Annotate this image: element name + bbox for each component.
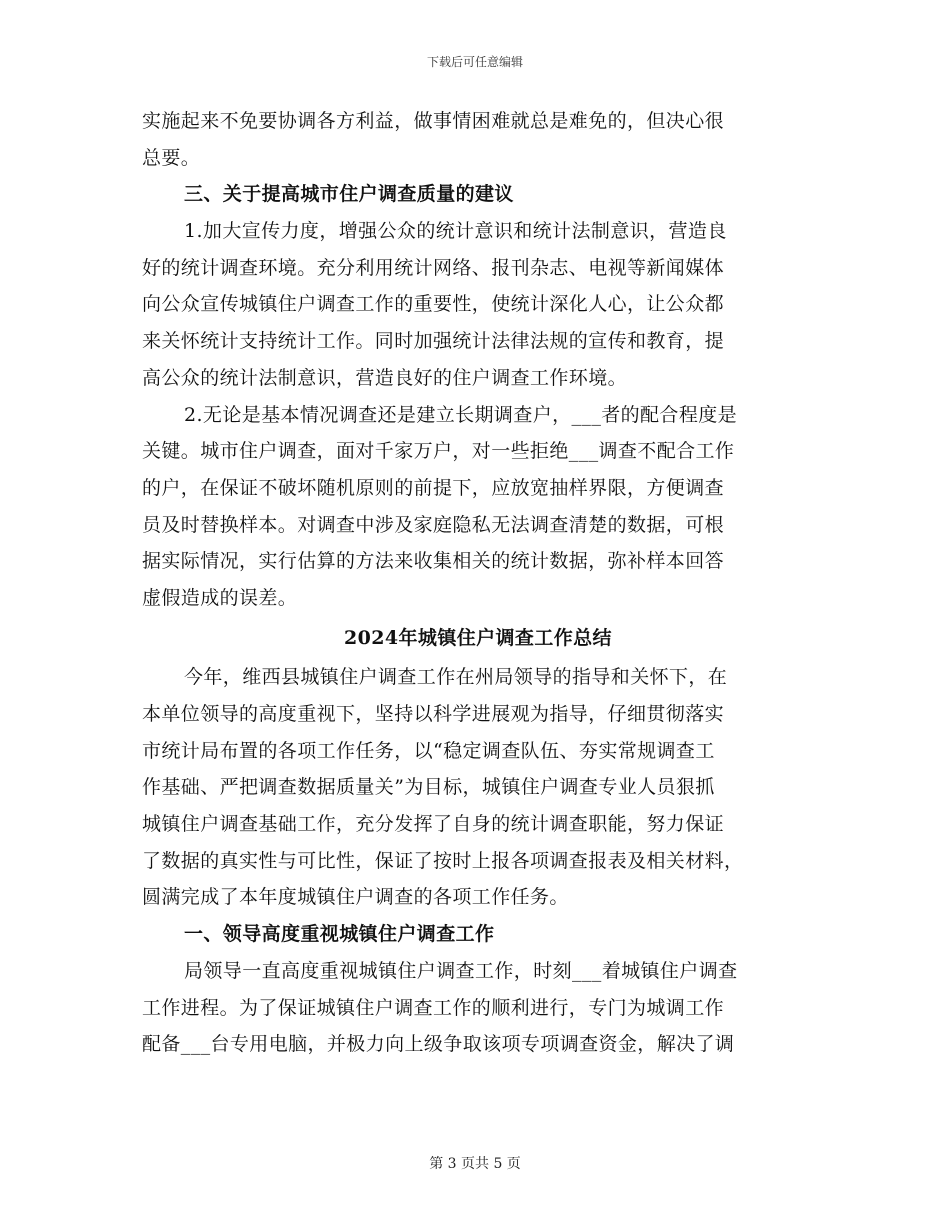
document-body (142, 103, 814, 1063)
paragraph-line: 来关怀统计支持统计工作。同时加强统计法律法规的宣传和教育，提 (142, 330, 725, 353)
paragraph-line: 高公众的统计法制意识，营造良好的住户调查工作环境。 (142, 366, 628, 389)
paragraph-line: 据实际情况，实行估算的方法来收集相关的统计数据，弥补样本回答 (142, 550, 725, 573)
paragraph-line: 2.无论是基本情况调查还是建立长期调查户，___者的配合程度是 (184, 403, 738, 426)
paragraph-line: 今年，维西县城镇住户调查工作在州局领导的指导和关怀下，在 (184, 666, 728, 689)
document-title: 2024年城镇住户调查工作总结 (344, 626, 612, 649)
paragraph-line: 实施起来不免要协调各方利益，做事情困难就总是难免的，但决心很 (142, 110, 725, 132)
section-heading-1: 一、领导高度重视城镇住户调查工作 (184, 923, 495, 946)
paragraph-line: 本单位领导的高度重视下，坚持以科学进展观为指导，仔细贯彻落实 (142, 703, 725, 725)
section-heading-3: 三、关于提高城市住户调查质量的建议 (184, 183, 514, 206)
paragraph-line: 工作进程。为了保证城镇住户调查工作的顺利进行，专门为城调工作 (142, 996, 725, 1019)
paragraph-line: 总要。 (142, 146, 201, 169)
paragraph-line: 局领导一直高度重视城镇住户调查工作，时刻___着城镇住户调查 (184, 959, 738, 982)
paragraph-line: 员及时替换样本。对调查中涉及家庭隐私无法调查清楚的数据，可根 (142, 513, 725, 536)
paragraph-line: 关键。城市住户调查，面对千家万户，对一些拒绝___调查不配合工作 (142, 440, 735, 463)
paragraph-line: 了数据的真实性与可比性，保证了按时上报各项调查报表及相关材料， (142, 849, 744, 872)
paragraph-line: 向公众宣传城镇住户调查工作的重要性，使统计深化人心，让公众都 (142, 293, 725, 316)
paragraph-line: 圆满完成了本年度城镇住户调查的各项工作任务。 (142, 886, 569, 909)
paragraph-line: 市统计局布置的各项工作任务，以“稳定调查队伍、夯实常规调查工 (142, 739, 715, 762)
page-footer: 第 3 页共 5 页 (429, 1156, 521, 1172)
paragraph-line: 配备___台专用电脑，并极力向上级争取该项专项调查资金，解决了调 (142, 1033, 735, 1056)
paragraph-line: 的户，在保证不破坏随机原则的前提下，应放宽抽样界限，方便调查 (142, 476, 725, 499)
paragraph-line: 1.加大宣传力度，增强公众的统计意识和统计法制意识，营造良 (184, 220, 727, 243)
page-header: 下载后可任意编辑 (426, 55, 523, 69)
paragraph-line: 虚假造成的误差。 (142, 586, 298, 609)
paragraph-line: 好的统计调查环境。充分利用统计网络、报刊杂志、电视等新闻媒体 (142, 256, 725, 279)
paragraph-line: 城镇住户调查基础工作，充分发挥了自身的统计调查职能，努力保证 (142, 813, 725, 836)
paragraph-line: 作基础、严把调查数据质量关”为目标，城镇住户调查专业人员狠抓 (142, 776, 715, 799)
